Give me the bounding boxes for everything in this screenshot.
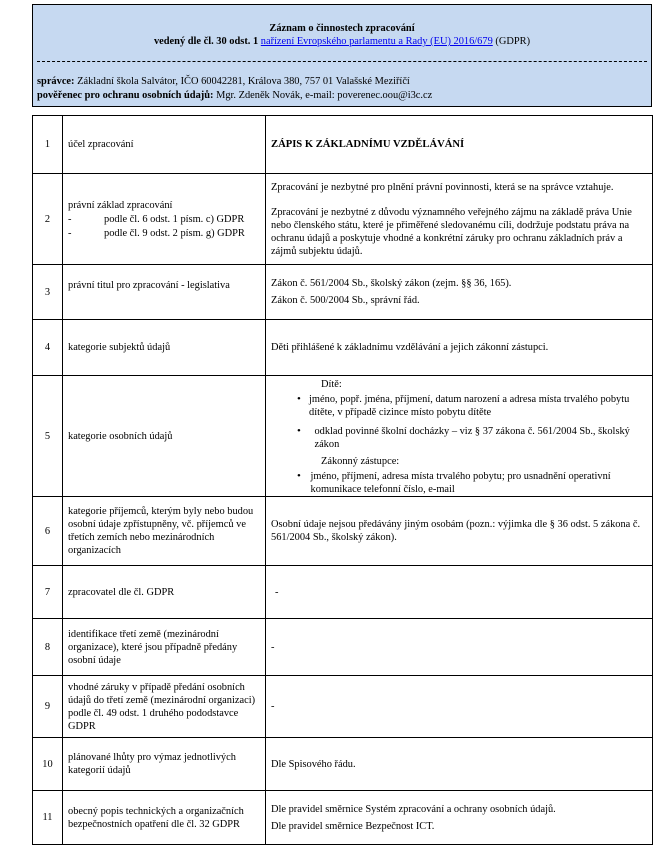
row-number: 3 (33, 265, 63, 320)
row-value: Dle Spisového řádu. (266, 738, 653, 791)
list-item-text: jméno, popř. jména, příjmení, datum narození a adresa místa trvalého pobytu dítěte, v případě cizince místo pobytu dítěte (309, 394, 630, 418)
row-label: účel zpracování (63, 116, 266, 174)
row-number: 2 (33, 174, 63, 265)
legal-basis-text: podle čl. 6 odst. 1 písm. c) GDPR (104, 213, 245, 225)
legislation-value-1: Zákon č. 561/2004 Sb., školský zákon (zejm. §§ 36, 165). (271, 278, 512, 289)
gdpr-link[interactable]: nařízení Evropského parlamentu a Rady (EU) 2016/679 (260, 36, 493, 47)
row-number: 1 (33, 116, 63, 174)
legal-basis-text: podle čl. 9 odst. 2 písm. g) GDPR (104, 227, 245, 239)
legal-basis-item (68, 213, 260, 226)
dpo-value: Mgr. Zdeněk Novák, e-mail: poverenec.oou@i3c.cz (216, 90, 433, 101)
legislation-value-2: Zákon č. 500/2004 Sb., správní řád. (271, 295, 420, 306)
row-value: - (266, 619, 653, 676)
row-label: právní titul pro zpracování - legislativa (63, 265, 266, 320)
row-number: 10 (33, 738, 63, 791)
bullet-marker: • (297, 425, 301, 437)
table-row (33, 619, 653, 676)
list-item (297, 470, 647, 496)
data-group-child: Dítě: (321, 379, 342, 390)
list-item-text: odklad povinné školní docházky – viz § 37 zákona č. 561/2004 Sb., školský zákon (314, 426, 630, 450)
row-value: Děti přihlášené k základnímu vzdělávání a jejich zákonní zástupci. (266, 320, 653, 376)
row-number: 11 (33, 791, 63, 845)
row-label: kategorie subjektů údajů (63, 320, 266, 376)
list-item-text: jméno, příjmení, adresa místa trvalého pobytu; pro usnadnění operativní komunikace telefonní číslo, e-mail (310, 471, 611, 495)
list-item (297, 393, 647, 419)
record-page (32, 4, 652, 832)
row-label: zpracovatel dle čl. GDPR (63, 566, 266, 619)
dash-marker: - (68, 213, 72, 225)
data-group-guardian: Zákonný zástupce: (321, 456, 400, 467)
table-row (33, 676, 653, 738)
table-row (33, 320, 653, 376)
row-number: 4 (33, 320, 63, 376)
dpo-line (37, 89, 432, 102)
row-value (266, 791, 653, 845)
controller-value: Základní škola Salvátor, IČO 60042281, Králova 380, 757 01 Valašské Meziříčí (77, 76, 410, 87)
record-header (32, 4, 652, 107)
legal-basis-value-1: Zpracování je nezbytné pro plnění právní povinnosti, která se na správce vztahuje. (271, 181, 614, 193)
subtitle-suffix: (GDPR) (495, 36, 531, 47)
table-row (33, 265, 653, 320)
subtitle-prefix: vedený dle čl. 30 odst. 1 (153, 36, 259, 47)
legal-basis-value-2: Zpracování je nezbytné z důvodu významného veřejného zájmu na základě práva Unie nebo členského státu, které je přiměřené sledovanému cíli, dodržuje podstatu práva na ochranu údajů a poskytuje vhodné a konkrétní záruky pro ochranu základních práv a zájmů subjektu údajů. (271, 206, 632, 257)
row-value: ZÁPIS K ZÁKLADNÍMU VZDĚLÁVÁNÍ (266, 116, 653, 174)
table-row (33, 738, 653, 791)
row-label: kategorie osobních údajů (63, 376, 266, 497)
row-number: 7 (33, 566, 63, 619)
row-label: vhodné záruky v případě předání osobních údajů do třetí země (mezinárodní organizaci) podle čl. 49 odst. 1 druhého pododstavce GDPR (63, 676, 266, 738)
row-value (266, 376, 653, 497)
record-subtitle (33, 35, 651, 48)
row-value: Osobní údaje nejsou předávány jiným osobám (pozn.: výjimka dle § 36 odst. 5 zákona č. 561/2004 Sb., školský zákon). (266, 497, 653, 566)
legal-basis-label: právní základ zpracování (68, 199, 173, 211)
table-row (33, 376, 653, 497)
table-row (33, 497, 653, 566)
controller-label: správce: (37, 76, 75, 87)
table-row (33, 566, 653, 619)
legal-basis-item (68, 227, 260, 240)
row-value (266, 265, 653, 320)
bullet-marker: • (297, 470, 301, 482)
security-value-2: Dle pravidel směrnice Bezpečnost ICT. (271, 820, 435, 832)
row-number: 6 (33, 497, 63, 566)
row-value: - (266, 566, 653, 619)
header-divider (37, 61, 647, 62)
dash-marker: - (68, 227, 72, 239)
row-number: 5 (33, 376, 63, 497)
table-row (33, 174, 653, 265)
row-label: obecný popis technických a organizačních bezpečnostních opatření dle čl. 32 GDPR (63, 791, 266, 845)
table-row (33, 791, 653, 845)
row-value: - (266, 676, 653, 738)
list-item (297, 425, 647, 451)
row-value (266, 174, 653, 265)
table-row (33, 116, 653, 174)
row-label: kategorie příjemců, kterým byly nebo budou osobní údaje zpřístupněny, vč. příjemců ve třetích zemích nebo mezinárodních organizacích (63, 497, 266, 566)
security-value-1: Dle pravidel směrnice Systém zpracování a ochrany osobních údajů. (271, 803, 556, 815)
row-number: 9 (33, 676, 63, 738)
bullet-marker: • (297, 393, 301, 405)
record-table (32, 115, 653, 845)
controller-line (37, 75, 410, 88)
dpo-label: pověřenec pro ochranu osobních údajů: (37, 90, 214, 101)
row-number: 8 (33, 619, 63, 676)
row-label (63, 174, 266, 265)
row-label: identifikace třetí země (mezinárodní organizace), které jsou případně předány osobní údaje (63, 619, 266, 676)
row-label: plánované lhůty pro výmaz jednotlivých kategorií údajů (63, 738, 266, 791)
record-title: Záznam o činnostech zpracování (269, 23, 415, 34)
